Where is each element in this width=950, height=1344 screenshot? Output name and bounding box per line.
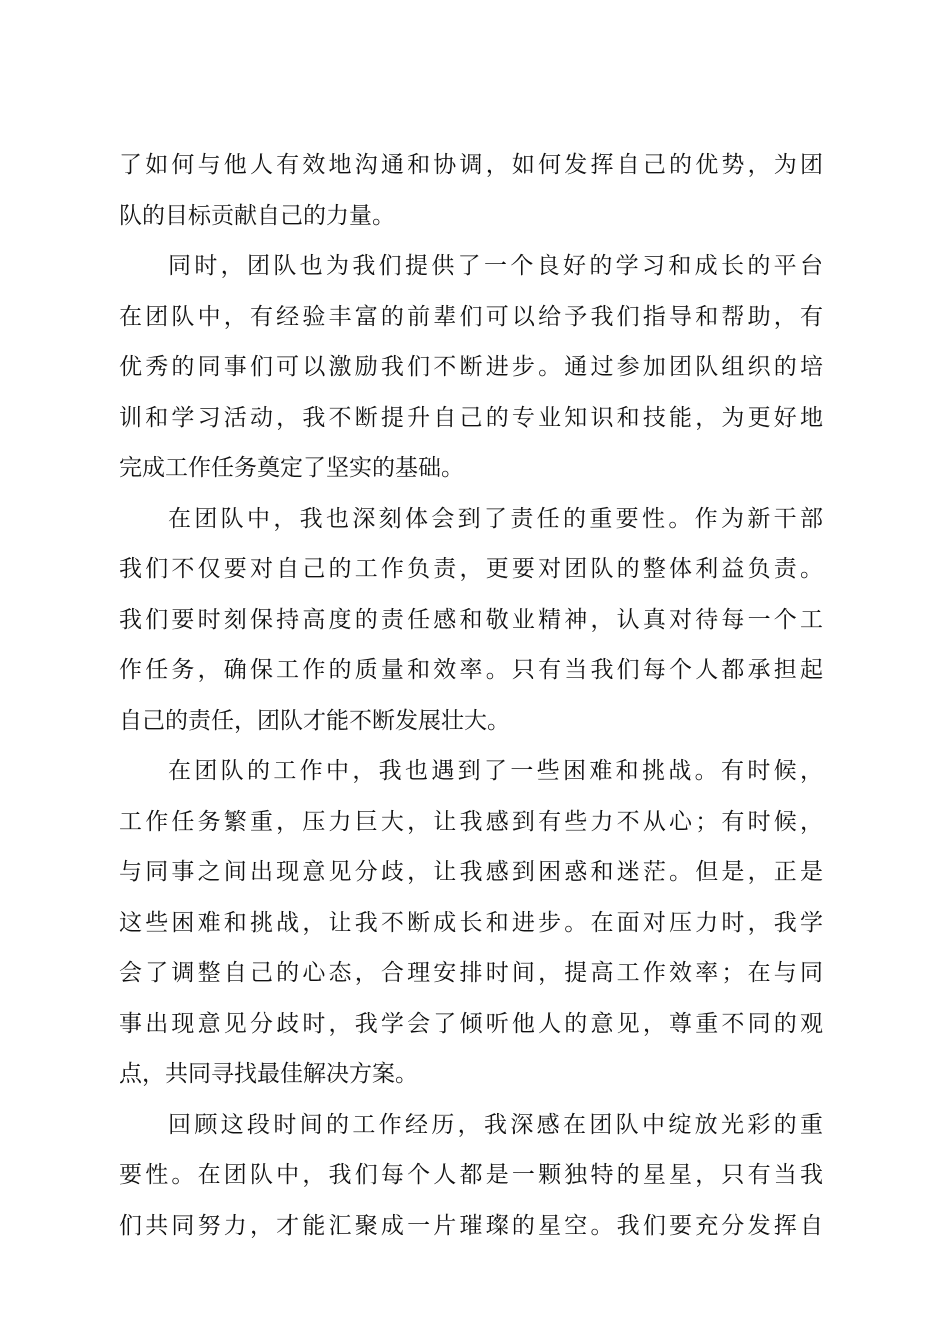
- text-line: 队的目标贡献自己的力量。: [119, 202, 395, 229]
- text-line: 作任务，确保工作的质量和效率。只有当我们每个人都承担起: [119, 657, 823, 683]
- text-line: 要性。在团队中，我们每个人都是一颗独特的星星，只有当我: [119, 1162, 823, 1188]
- text-line: 们共同努力，才能汇聚成一片璀璨的星空。我们要充分发挥自: [119, 1212, 823, 1239]
- text-line: 这些困难和挑战，让我不断成长和进步。在面对压力时，我学: [119, 909, 823, 936]
- text-line: 了如何与他人有效地沟通和协调，如何发挥自己的优势，为团: [119, 152, 823, 178]
- text-line: 在团队中，有经验丰富的前辈们可以给予我们指导和帮助，有: [119, 303, 823, 330]
- text-line: 工作任务繁重，压力巨大，让我感到有些力不从心；有时候，: [119, 808, 823, 835]
- text-line: 自己的责任，团队才能不断发展壮大。: [119, 707, 510, 734]
- text-line: 点，共同寻找最佳解决方案。: [119, 1061, 418, 1087]
- text-line: 优秀的同事们可以激励我们不断进步。通过参加团队组织的培: [119, 354, 823, 380]
- text-line: 与同事之间出现意见分歧，让我感到困惑和迷茫。但是，正是: [119, 859, 823, 885]
- text-line: 我们要时刻保持高度的责任感和敬业精神，认真对待每一个工: [119, 606, 823, 633]
- paragraph-first-line: 在团队中，我也深刻体会到了责任的重要性。作为新干部: [168, 505, 823, 532]
- text-line: 我们不仅要对自己的工作负责，更要对团队的整体利益负责。: [119, 556, 823, 582]
- text-line: 会了调整自己的心态，合理安排时间，提高工作效率；在与同: [119, 960, 823, 986]
- paragraph-first-line: 在团队的工作中，我也遇到了一些困难和挑战。有时候，: [168, 758, 823, 784]
- paragraph-first-line: 同时，团队也为我们提供了一个良好的学习和成长的平台: [168, 253, 823, 279]
- text-line: 训和学习活动，我不断提升自己的专业知识和技能，为更好地: [119, 404, 823, 431]
- text-line: 事出现意见分歧时，我学会了倾听他人的意见，尊重不同的观: [119, 1010, 823, 1037]
- paragraph-first-line: 回顾这段时间的工作经历，我深感在团队中绽放光彩的重: [168, 1111, 823, 1138]
- text-line: 完成工作任务奠定了坚实的基础。: [119, 455, 464, 481]
- body-text: [119, 140, 823, 1251]
